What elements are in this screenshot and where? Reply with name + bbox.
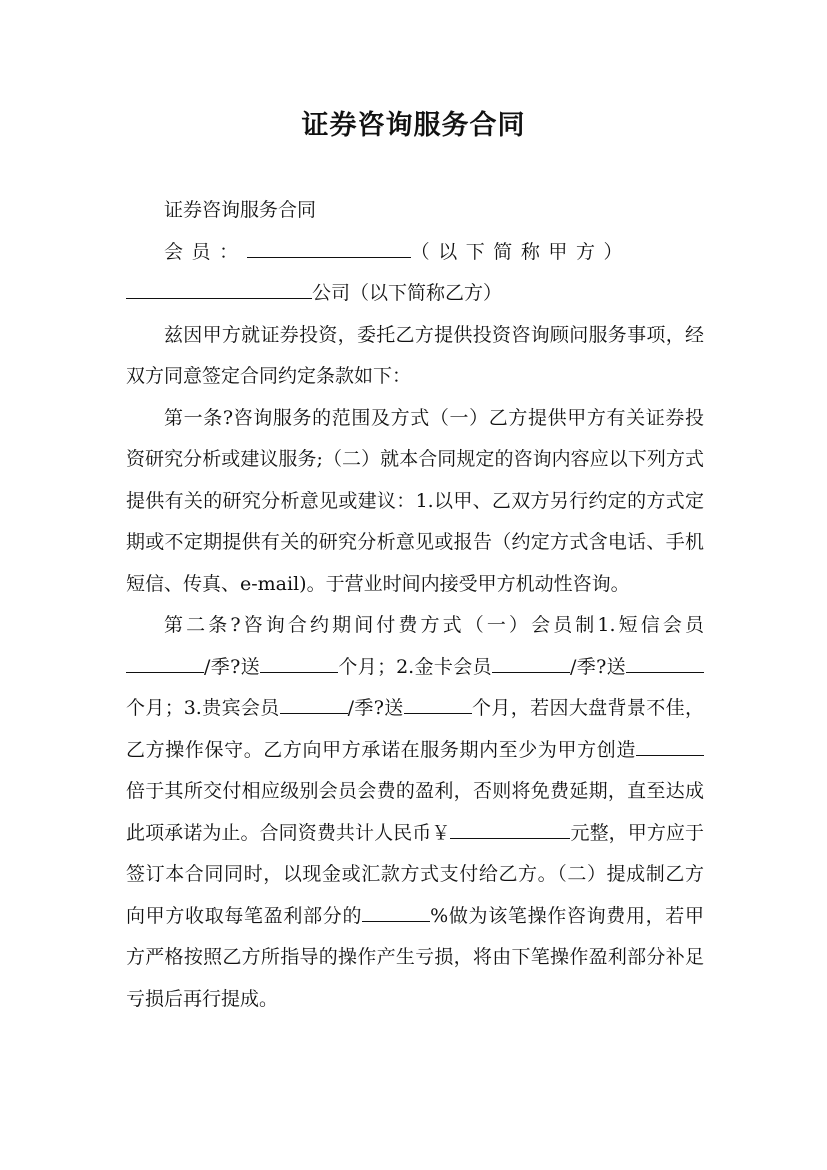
sms-fee-blank: [126, 650, 204, 673]
article-2-text: 第二条?咨询合约期间付费方式（一）会员制1.短信会员: [164, 614, 704, 636]
document-title: 证券咨询服务合同: [301, 110, 526, 141]
contract-subtitle: 证券咨询服务合同: [164, 199, 317, 221]
article-2-text: 元整，甲方应于签订本合同同时，以现金或汇款方式支付给乙方。（二）提成制乙方向甲方收取每笔盈利部分的: [126, 821, 704, 927]
profit-multiple-blank: [636, 733, 704, 756]
gold-bonus-months-blank: [626, 650, 704, 673]
commission-percent-blank: [362, 899, 430, 922]
article-2-text: /季?送: [204, 655, 261, 678]
article-1-paragraph: 第一条?咨询服务的范围及方式（一）乙方提供甲方有关证券投资研究分析或建议服务;（二）就本合同规定的咨询内容应以下列方式提供有关的研究分析意见或建议：1.以甲、乙双方另行约定的方式定期或不定期提供有关的研究分析意见或报告（约定方式含电话、手机短信、传真、e-mail)。于营业时间内接受甲方机动性咨询。: [126, 406, 704, 595]
company-line: [126, 273, 704, 315]
total-fee-blank: [450, 816, 570, 839]
article-2-text: 个月；2.金卡会员: [338, 655, 492, 678]
article-2-text: %做为该笔操作咨询费用，若甲方严格按照乙方所指导的操作产生亏损，将由下笔操作盈利部分补足亏损后再行提成。: [126, 904, 704, 1010]
document-body: [126, 190, 704, 1020]
article-2-paragraph: [126, 605, 704, 1020]
member-name-blank: [247, 235, 411, 258]
intro-paragraph: 兹因甲方就证券投资，委托乙方提供投资咨询顾问服务事项，经双方同意签定合同约定条款如下：: [126, 323, 704, 387]
article-2-text: 个月；3.贵宾会员: [126, 697, 280, 719]
vip-fee-blank: [280, 691, 348, 714]
member-line: [126, 232, 704, 274]
article-2-text: /季?送: [569, 655, 626, 678]
article-2-text: 个月，若因大盘背景不佳，乙方操作保守。乙方向甲方承诺在服务期内至少为甲方创造: [126, 697, 704, 761]
vip-bonus-months-blank: [404, 691, 472, 714]
gold-fee-blank: [492, 650, 570, 673]
member-label: 会员：: [164, 240, 247, 263]
member-suffix: （以下简称甲方）: [410, 240, 632, 263]
article-2-text: /季?送: [347, 697, 404, 719]
article-2-text: 倍于其所交付相应级别会员会费的盈利，否则将免费延期，直至达成此项承诺为止。合同资费共计人民币￥: [126, 780, 704, 844]
sms-bonus-months-blank: [260, 650, 338, 673]
company-suffix: 公司（以下简称乙方）: [312, 282, 503, 304]
company-name-blank: [126, 276, 312, 299]
